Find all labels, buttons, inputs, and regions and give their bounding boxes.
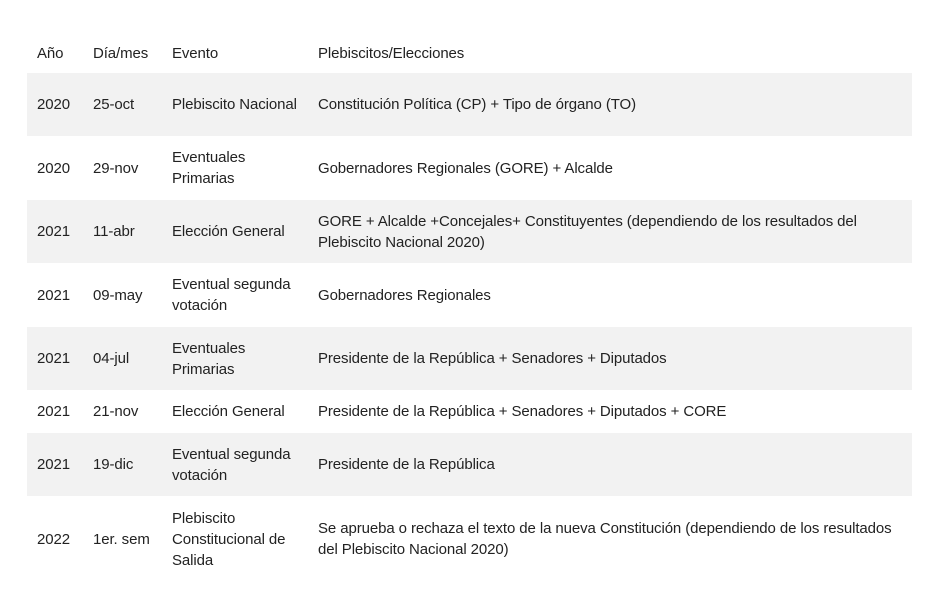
date-cell: 11-abr (93, 223, 135, 240)
table-row (27, 136, 912, 200)
date-cell: 1er. sem (93, 530, 150, 548)
description-cell: GORE + Alcalde +Concejales+ Constituyentes (dependiendo de los resultados del Plebiscito Nacional 2020) (318, 212, 857, 251)
year-cell: 2021 (37, 350, 70, 367)
header-event: Evento (172, 44, 219, 62)
header-plebiscites-elections: Plebiscitos/Elecciones (318, 44, 465, 62)
year-cell: 2021 (37, 286, 70, 304)
table-row (27, 200, 912, 263)
event-cell: Elección General (172, 403, 285, 420)
table-row (27, 73, 912, 136)
date-cell: 09-may (93, 286, 143, 304)
date-cell: 25-oct (93, 96, 135, 113)
table-row (27, 496, 912, 582)
year-cell: 2021 (37, 456, 70, 473)
header-day-month: Día/mes (93, 44, 149, 62)
event-cell: Eventuales Primarias (172, 149, 246, 187)
event-cell: Eventual segunda votación (172, 276, 291, 314)
year-cell: 2021 (37, 223, 70, 240)
year-cell: 2021 (37, 403, 70, 420)
year-cell: 2020 (37, 96, 70, 113)
description-cell: Gobernadores Regionales (318, 286, 491, 304)
description-cell: Se aprueba o rechaza el texto de la nueva Constitución (dependiendo de los resultados del Plebiscito Nacional 2020) (318, 520, 892, 558)
date-cell: 04-jul (93, 350, 130, 367)
event-cell: Plebiscito Constitucional de Salida (172, 509, 286, 569)
header-year: Año (37, 44, 64, 62)
year-cell: 2020 (37, 159, 70, 177)
event-cell: Elección General (172, 223, 285, 240)
table-header-row (27, 33, 912, 73)
description-cell: Constitución Política (CP) + Tipo de órgano (TO) (318, 96, 636, 113)
table-row (27, 433, 912, 496)
date-cell: 19-dic (93, 456, 134, 473)
table-row (27, 263, 912, 327)
description-cell: Gobernadores Regionales (GORE) + Alcalde (318, 159, 613, 177)
description-cell: Presidente de la República (318, 456, 495, 473)
event-cell: Eventual segunda votación (172, 445, 291, 484)
date-cell: 29-nov (93, 159, 139, 177)
description-cell: Presidente de la República + Senadores + Diputados (318, 350, 667, 367)
table-row (27, 327, 912, 390)
year-cell: 2022 (37, 530, 70, 548)
elections-table (27, 33, 912, 582)
date-cell: 21-nov (93, 403, 139, 420)
description-cell: Presidente de la República + Senadores + Diputados + CORE (318, 403, 727, 420)
event-cell: Plebiscito Nacional (172, 96, 297, 113)
table-row (27, 390, 912, 433)
event-cell: Eventuales Primarias (172, 339, 246, 378)
